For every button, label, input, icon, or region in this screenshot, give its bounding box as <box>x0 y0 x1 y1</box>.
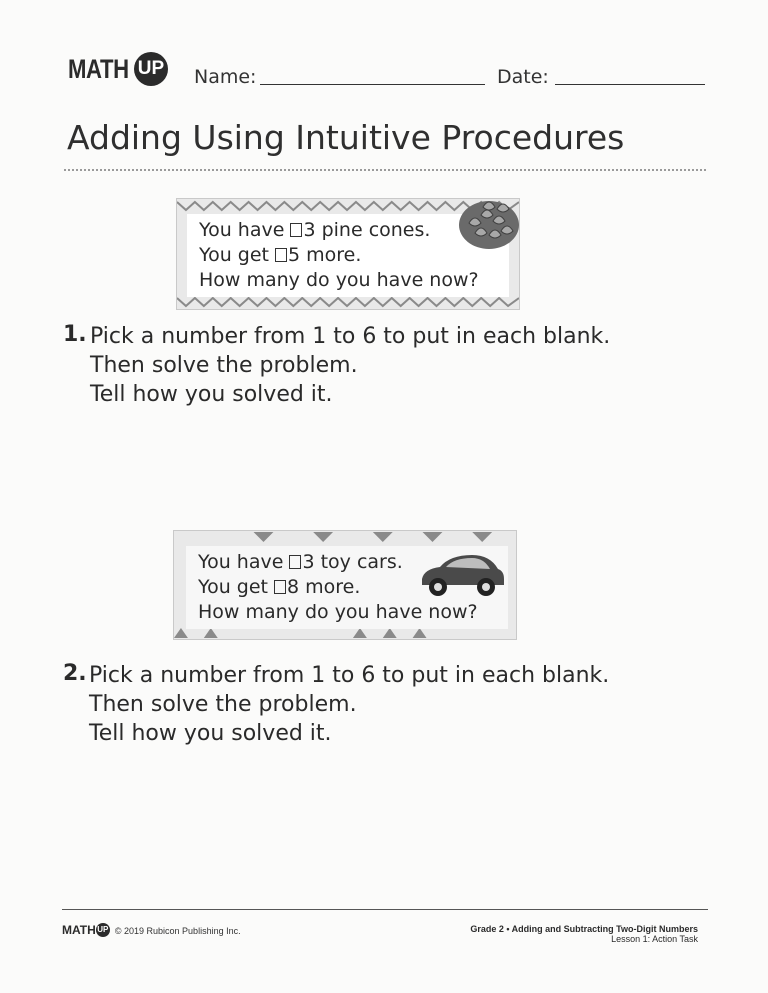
copyright-text: © 2019 Rubicon Publishing Inc. <box>114 926 241 936</box>
question-2-line-3: Tell how you solved it. <box>89 721 332 746</box>
question-1-line-3: Tell how you solved it. <box>90 382 333 407</box>
date-label: Date: <box>497 66 549 88</box>
question-1-line-1: Pick a number from 1 to 6 to put in each blank. <box>90 324 611 349</box>
story2-line1-rest: 3 toy cars. <box>302 551 403 573</box>
pine-cone-icon <box>449 193 523 255</box>
story1-line1-lead: You have <box>199 219 291 241</box>
story1-line2-lead: You get <box>199 244 276 266</box>
question-1-number: 1. <box>63 322 87 347</box>
name-field[interactable] <box>260 84 485 85</box>
blank-box <box>289 555 301 569</box>
footer-right <box>470 924 698 944</box>
story2-line1-lead: You have <box>198 551 290 573</box>
answer-area-2[interactable] <box>62 756 708 896</box>
blank-box <box>274 580 286 594</box>
blank-box <box>290 223 302 237</box>
logo-math-text: MATH <box>68 53 129 84</box>
mathup-logo <box>68 52 168 86</box>
story2-line-3: How many do you have now? <box>198 601 478 623</box>
story2-line2-rest: 8 more. <box>287 576 361 598</box>
story1-line2-rest: 5 more. <box>288 244 362 266</box>
story1-line-3: How many do you have now? <box>199 269 479 291</box>
blank-box <box>275 248 287 262</box>
date-field[interactable] <box>555 84 705 85</box>
triangle-border-top <box>174 532 516 544</box>
question-2-line-2: Then solve the problem. <box>89 692 357 717</box>
question-2-line-1: Pick a number from 1 to 6 to put in each blank. <box>89 663 610 688</box>
toy-car-icon <box>416 549 508 599</box>
grade-line: Grade 2 • Adding and Subtracting Two-Digit Numbers <box>470 924 698 934</box>
story2-line2-lead: You get <box>198 576 275 598</box>
story-box-toy-cars <box>173 530 517 640</box>
footer-left <box>62 919 241 938</box>
logo-up-badge: UP <box>134 52 168 86</box>
zigzag-border-bottom <box>177 296 519 308</box>
answer-area-1[interactable] <box>62 418 708 518</box>
title-divider <box>64 169 706 171</box>
story-box-pine-cones <box>176 198 520 310</box>
question-1-text <box>90 322 610 409</box>
page-title: Adding Using Intuitive Procedures <box>67 118 625 157</box>
name-label: Name: <box>194 66 257 88</box>
footer-divider <box>62 909 708 910</box>
question-1-line-2: Then solve the problem. <box>90 353 358 378</box>
footer-logo-up: UP <box>96 923 110 937</box>
lesson-line: Lesson 1: Action Task <box>611 934 698 944</box>
question-2-text <box>89 661 609 748</box>
footer-logo-math: MATH <box>62 923 96 937</box>
question-2-number: 2. <box>63 661 87 686</box>
story1-line1-rest: 3 pine cones. <box>303 219 431 241</box>
